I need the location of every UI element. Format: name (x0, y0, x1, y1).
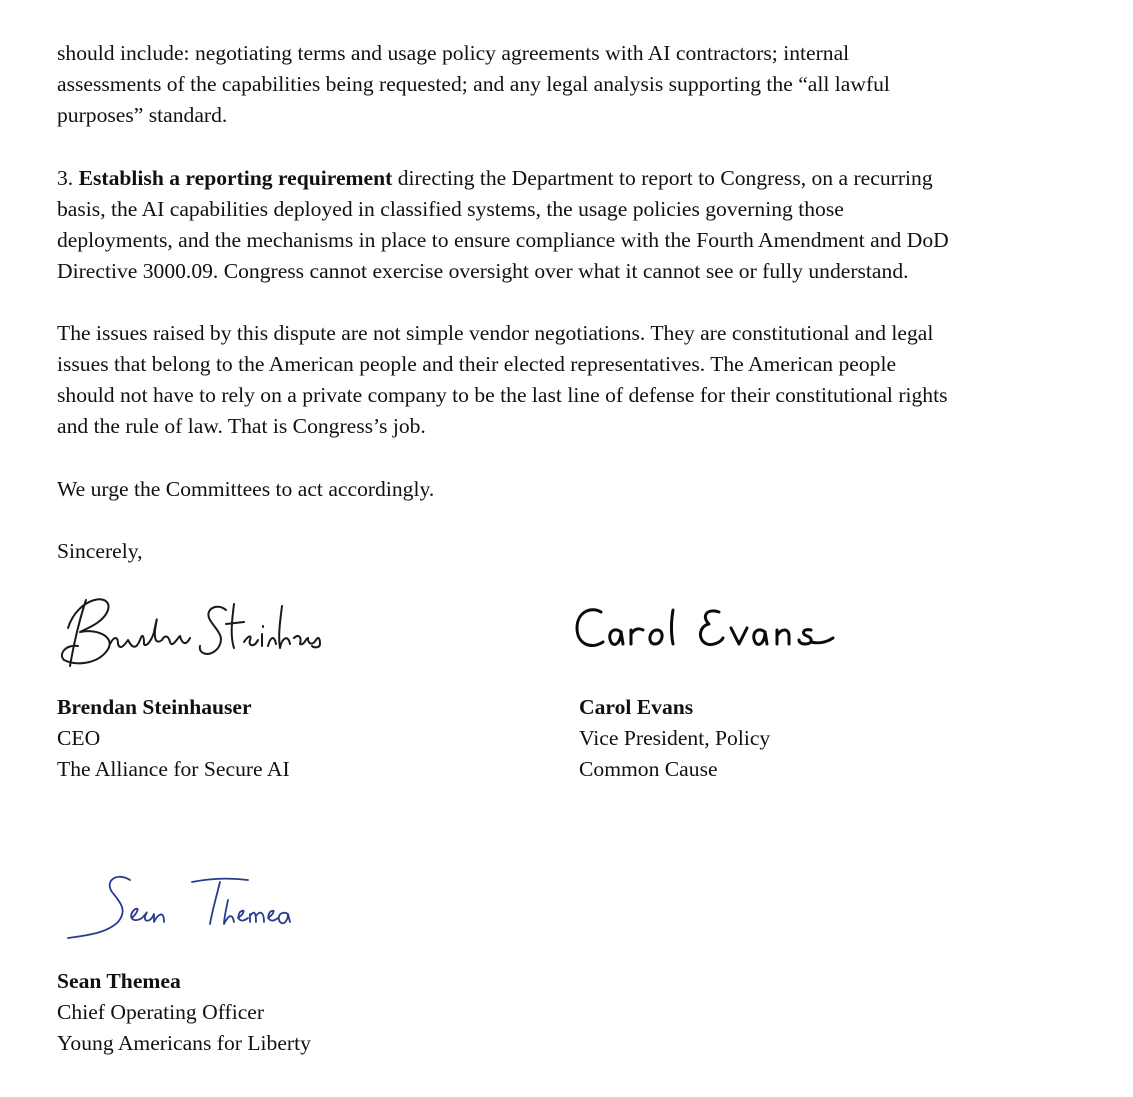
paragraph-item-3 (57, 163, 1077, 287)
paragraph-continuation (57, 38, 1077, 131)
text-line: issues that belong to the American people and their elected representatives. The American people (57, 352, 897, 376)
signatory-block (57, 692, 290, 785)
signatory-organization: The Alliance for Secure AI (57, 757, 290, 781)
text-line: basis, the AI capabilities deployed in classified systems, the usage policies governing those (57, 197, 844, 221)
signatory-title: CEO (57, 726, 101, 750)
signatory-name: Carol Evans (579, 695, 694, 719)
signatory-title: Vice President, Policy (579, 726, 771, 750)
signatory-organization: Young Americans for Liberty (57, 1031, 311, 1055)
signature-sean-themea (62, 870, 292, 942)
signatory-name: Brendan Steinhauser (57, 695, 252, 719)
signatory-title: Chief Operating Officer (57, 1000, 265, 1024)
item-line-rest: directing the Department to report to Congress, on a recurring (392, 166, 933, 190)
signature-carol-evans (573, 604, 838, 656)
text-line: should not have to rely on a private company to be the last line of defense for their constitutional rights (57, 383, 948, 407)
bold-lead: Establish a reporting requirement (78, 166, 393, 190)
paragraph-issues (57, 318, 1077, 442)
text-line (57, 163, 1077, 194)
text-line: deployments, and the mechanisms in place to ensure compliance with the Fourth Amendment and DoD (57, 228, 949, 252)
text-line: Directive 3000.09. Congress cannot exercise oversight over what it cannot see or fully understand. (57, 259, 909, 283)
text-line: We urge the Committees to act accordingly. (57, 477, 435, 501)
text-line: should include: negotiating terms and usage policy agreements with AI contractors; internal (57, 41, 850, 65)
item-number: 3. (57, 166, 74, 190)
text-line: purposes” standard. (57, 103, 228, 127)
signatory-block (57, 966, 311, 1059)
closing-text: Sincerely, (57, 539, 143, 563)
signatory-name: Sean Themea (57, 969, 181, 993)
signatory-block (579, 692, 770, 785)
signature-brendan-steinhauser (58, 588, 323, 678)
text-line: assessments of the capabilities being requested; and any legal analysis supporting the “all lawful (57, 72, 890, 96)
signatory-organization: Common Cause (579, 757, 718, 781)
closing (57, 536, 1077, 567)
text-line: and the rule of law. That is Congress’s job. (57, 414, 426, 438)
paragraph-urge (57, 474, 1077, 505)
text-line: The issues raised by this dispute are not simple vendor negotiations. They are constitutional and legal (57, 321, 934, 345)
